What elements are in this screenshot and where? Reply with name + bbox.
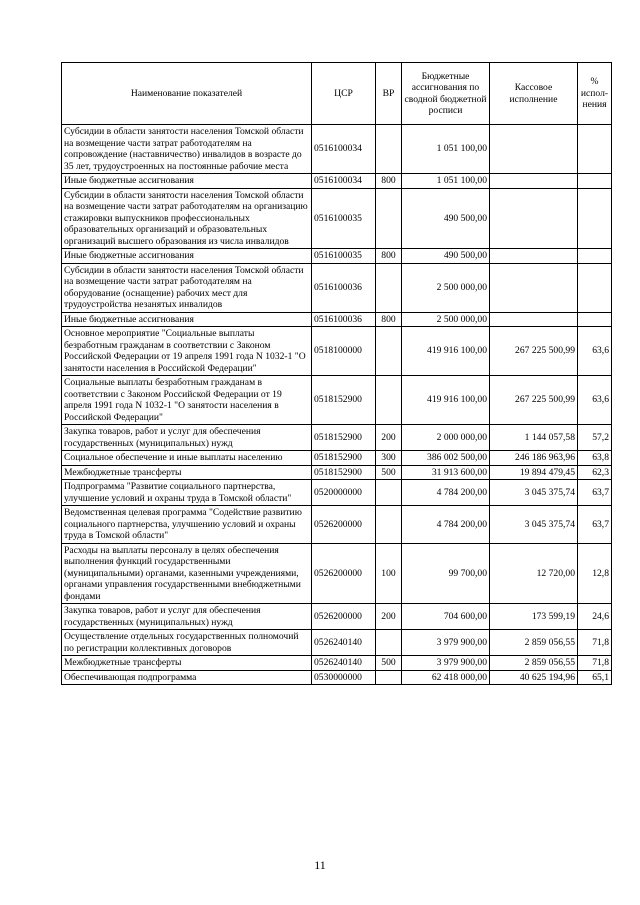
row-pct-cell	[578, 312, 612, 327]
row-csr-cell: 0518152900	[312, 376, 376, 425]
row-budget-cell: 490 500,00	[402, 188, 490, 249]
row-vr-cell	[376, 327, 402, 376]
row-pct-cell	[578, 188, 612, 249]
table-row	[62, 188, 612, 249]
row-budget-cell: 419 916 100,00	[402, 327, 490, 376]
row-csr-cell: 0526200000	[312, 604, 376, 630]
row-name-cell: Расходы на выплаты персоналу в целях обеспечения выполнения функций государственными (муниципальными) органами, казенными учреждениями, органами управления государственными внебюджетными фондами	[62, 543, 312, 604]
table-row	[62, 543, 612, 604]
row-vr-cell: 800	[376, 312, 402, 327]
table-row	[62, 630, 612, 656]
table-row	[62, 125, 612, 174]
row-budget-cell: 386 002 500,00	[402, 451, 490, 466]
row-cash-cell	[490, 174, 578, 189]
row-vr-cell: 200	[376, 425, 402, 451]
page-number: 11	[314, 858, 326, 872]
row-csr-cell: 0526240140	[312, 656, 376, 671]
header-name: Наименование показателей	[62, 63, 312, 125]
row-vr-cell: 800	[376, 249, 402, 264]
table-row	[62, 312, 612, 327]
table-header-row	[62, 63, 612, 125]
table-row	[62, 376, 612, 425]
row-vr-cell	[376, 670, 402, 685]
row-pct-cell: 71,8	[578, 630, 612, 656]
table-row	[62, 249, 612, 264]
row-budget-cell: 490 500,00	[402, 249, 490, 264]
table-row	[62, 174, 612, 189]
row-csr-cell: 0516100036	[312, 263, 376, 312]
row-budget-cell: 31 913 600,00	[402, 465, 490, 480]
row-csr-cell: 0526200000	[312, 506, 376, 544]
row-budget-cell: 1 051 100,00	[402, 174, 490, 189]
row-csr-cell: 0530000000	[312, 670, 376, 685]
row-pct-cell: 63,6	[578, 327, 612, 376]
row-csr-cell: 0516100034	[312, 125, 376, 174]
table-row	[62, 506, 612, 544]
row-budget-cell: 704 600,00	[402, 604, 490, 630]
row-cash-cell	[490, 188, 578, 249]
row-cash-cell: 1 144 057,58	[490, 425, 578, 451]
budget-table	[61, 62, 612, 685]
row-csr-cell: 0516100035	[312, 249, 376, 264]
row-name-cell: Иные бюджетные ассигнования	[62, 312, 312, 327]
row-cash-cell	[490, 125, 578, 174]
row-name-cell: Иные бюджетные ассигнования	[62, 249, 312, 264]
row-name-cell: Осуществление отдельных государственных полномочий по регистрации коллективных договоров	[62, 630, 312, 656]
row-name-cell: Ведомственная целевая программа "Содействие развитию социального партнерства, улучшению условий и охраны труда в Томской области"	[62, 506, 312, 544]
row-budget-cell: 2 500 000,00	[402, 263, 490, 312]
row-cash-cell: 3 045 375,74	[490, 506, 578, 544]
header-pct: % испол-нения	[578, 63, 612, 125]
row-pct-cell: 71,8	[578, 656, 612, 671]
row-pct-cell	[578, 125, 612, 174]
row-budget-cell: 2 000 000,00	[402, 425, 490, 451]
row-pct-cell: 65,1	[578, 670, 612, 685]
row-pct-cell: 63,7	[578, 480, 612, 506]
row-vr-cell	[376, 125, 402, 174]
row-csr-cell: 0526240140	[312, 630, 376, 656]
row-pct-cell: 12,8	[578, 543, 612, 604]
row-pct-cell: 62,3	[578, 465, 612, 480]
row-cash-cell: 3 045 375,74	[490, 480, 578, 506]
row-budget-cell: 3 979 900,00	[402, 656, 490, 671]
table-row	[62, 480, 612, 506]
table-row	[62, 263, 612, 312]
row-name-cell: Субсидии в области занятости населения Томской области на возмещение части затрат работодателям на оборудование (оснащение) рабочих мест для трудоустройства незанятых инвалидов	[62, 263, 312, 312]
row-vr-cell: 200	[376, 604, 402, 630]
row-budget-cell: 3 979 900,00	[402, 630, 490, 656]
row-cash-cell	[490, 263, 578, 312]
table-row	[62, 656, 612, 671]
table-row	[62, 465, 612, 480]
row-cash-cell: 173 599,19	[490, 604, 578, 630]
row-budget-cell: 99 700,00	[402, 543, 490, 604]
row-csr-cell: 0518100000	[312, 327, 376, 376]
table-row	[62, 670, 612, 685]
row-vr-cell: 300	[376, 451, 402, 466]
row-name-cell: Субсидии в области занятости населения Томской области на возмещение части затрат работодателям на организацию стажировки выпускников профессиональных образовательных организаций и образовательных организаций высшего образования из числа инвалидов	[62, 188, 312, 249]
row-cash-cell: 246 186 963,96	[490, 451, 578, 466]
row-csr-cell: 0526200000	[312, 543, 376, 604]
row-vr-cell: 500	[376, 465, 402, 480]
row-cash-cell: 40 625 194,96	[490, 670, 578, 685]
row-budget-cell: 1 051 100,00	[402, 125, 490, 174]
row-budget-cell: 62 418 000,00	[402, 670, 490, 685]
header-cash: Кассовое исполнение	[490, 63, 578, 125]
row-csr-cell: 0516100035	[312, 188, 376, 249]
row-csr-cell: 0518152900	[312, 451, 376, 466]
header-budget: Бюджетные ассигнования по сводной бюджетной росписи	[402, 63, 490, 125]
row-cash-cell: 267 225 500,99	[490, 327, 578, 376]
row-vr-cell: 800	[376, 174, 402, 189]
row-csr-cell: 0520000000	[312, 480, 376, 506]
row-cash-cell: 2 859 056,55	[490, 630, 578, 656]
row-budget-cell: 4 784 200,00	[402, 480, 490, 506]
row-pct-cell	[578, 263, 612, 312]
row-name-cell: Социальные выплаты безработным гражданам в соответствии с Законом Российской Федерации от 19 апреля 1991 года N 1032-1 "О занятости населения в Российской Федерации"	[62, 376, 312, 425]
table-row	[62, 451, 612, 466]
row-csr-cell: 0518152900	[312, 425, 376, 451]
row-cash-cell: 267 225 500,99	[490, 376, 578, 425]
row-vr-cell	[376, 263, 402, 312]
row-vr-cell	[376, 480, 402, 506]
row-pct-cell	[578, 174, 612, 189]
row-name-cell: Подпрограмма "Развитие социального партнерства, улучшение условий и охраны труда в Томской области"	[62, 480, 312, 506]
row-cash-cell	[490, 249, 578, 264]
row-cash-cell: 12 720,00	[490, 543, 578, 604]
row-csr-cell: 0516100036	[312, 312, 376, 327]
table-row	[62, 327, 612, 376]
row-cash-cell: 19 894 479,45	[490, 465, 578, 480]
row-pct-cell: 63,8	[578, 451, 612, 466]
row-pct-cell	[578, 249, 612, 264]
row-name-cell: Межбюджетные трансферты	[62, 656, 312, 671]
row-vr-cell: 500	[376, 656, 402, 671]
row-vr-cell	[376, 376, 402, 425]
row-vr-cell	[376, 630, 402, 656]
header-vr: ВР	[376, 63, 402, 125]
row-name-cell: Обеспечивающая подпрограмма	[62, 670, 312, 685]
row-vr-cell	[376, 506, 402, 544]
row-pct-cell: 63,6	[578, 376, 612, 425]
row-vr-cell: 100	[376, 543, 402, 604]
row-name-cell: Иные бюджетные ассигнования	[62, 174, 312, 189]
row-pct-cell: 57,2	[578, 425, 612, 451]
row-name-cell: Межбюджетные трансферты	[62, 465, 312, 480]
row-name-cell: Закупка товаров, работ и услуг для обеспечения государственных (муниципальных) нужд	[62, 425, 312, 451]
row-budget-cell: 4 784 200,00	[402, 506, 490, 544]
row-cash-cell	[490, 312, 578, 327]
row-pct-cell: 63,7	[578, 506, 612, 544]
row-budget-cell: 419 916 100,00	[402, 376, 490, 425]
table-row	[62, 425, 612, 451]
row-name-cell: Субсидии в области занятости населения Томской области на возмещение части затрат работодателям на сопровождение (наставничество) инвалидов в возрасте до 35 лет, трудоустроенных на постоянные рабочие места	[62, 125, 312, 174]
row-vr-cell	[376, 188, 402, 249]
row-csr-cell: 0518152900	[312, 465, 376, 480]
row-name-cell: Закупка товаров, работ и услуг для обеспечения государственных (муниципальных) нужд	[62, 604, 312, 630]
row-csr-cell: 0516100034	[312, 174, 376, 189]
row-budget-cell: 2 500 000,00	[402, 312, 490, 327]
row-pct-cell: 24,6	[578, 604, 612, 630]
table-row	[62, 604, 612, 630]
header-csr: ЦСР	[312, 63, 376, 125]
row-cash-cell: 2 859 056,55	[490, 656, 578, 671]
row-name-cell: Социальное обеспечение и иные выплаты населению	[62, 451, 312, 466]
row-name-cell: Основное мероприятие "Социальные выплаты безработным гражданам в соответствии с Законом Российской Федерации от 19 апреля 1991 года N 1032-1 "О занятости населения в Российской Федерации"	[62, 327, 312, 376]
